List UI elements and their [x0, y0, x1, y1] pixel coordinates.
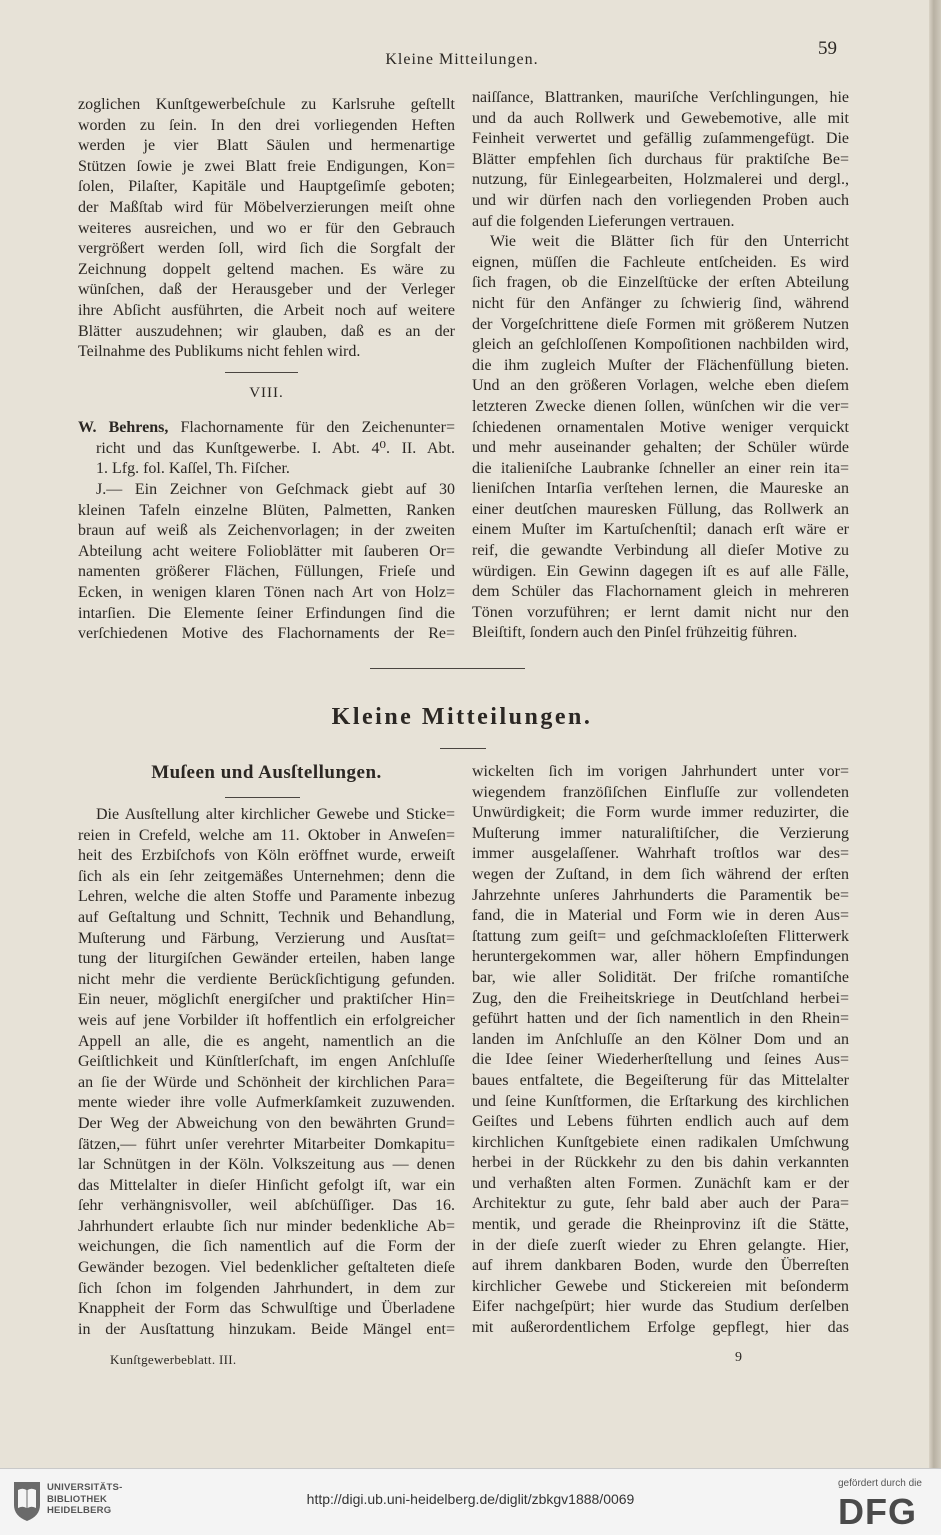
text-line: nicht mehr die verdiente Berückſichtigung gefunden.	[78, 970, 455, 988]
text-line: herbei in der Rückkehr zu den bis dahin verkannten	[472, 1154, 849, 1172]
text-line: würdigen. Ein Gewinn dagegen iſt es auf alle Fälle,	[472, 562, 849, 580]
text-line: weichungen, die ſich namentlich auf die Form der	[78, 1238, 455, 1256]
library-name-line: UNIVERSITÄTS-	[47, 1482, 123, 1493]
text-line: Abteilung acht weitere Folioblätter mit ſauberen Or=	[78, 542, 455, 560]
text-line: Ecken, in wenigen klaren Tönen nach Art von Holz=	[78, 583, 455, 601]
text-line: Unwürdigkeit; die Form wurde immer reduzirter, die	[472, 804, 849, 822]
review-paragraph	[472, 88, 849, 232]
paragraph-continuation	[78, 95, 455, 363]
text-line: wünſchen, daß der Herausgeber und der Verleger	[78, 281, 455, 299]
text-line: und ſeine Kunſtformen, die Erſtarkung des kirchlichen	[472, 1092, 849, 1110]
text-line: Architektur zu gute, ſehr bald aber auch der Para=	[472, 1195, 849, 1213]
text-line: naiſſance, Blattranken, mauriſche Verſchlingungen, hie	[472, 89, 849, 106]
text-line: Und an den größeren Vorlagen, welche eben dieſem	[472, 377, 849, 395]
section-number: VIII.	[249, 385, 284, 401]
text-line: Teilnahme des Publikums nicht fehlen wird.	[78, 343, 361, 361]
text-line: bar, wie aller Solidität. Der friſche romantiſche	[472, 968, 849, 986]
text-line: immer ausgelaſſener. Wahrhaft troſtlos war des=	[472, 845, 849, 863]
text-line: Feinheit verwertet und gefällig zuſammengefügt. Die	[472, 130, 849, 148]
text-line: ihre Abſicht ausführten, die Arbeit noch auf weitere	[78, 301, 455, 319]
text-line: und wir dürfen nach den vorliegenden Proben auch	[472, 191, 849, 209]
text-line: Appell an alle, die es angeht, namentlich an die	[78, 1032, 455, 1050]
text-line: und mehr auseinander gehalten; der Schüler würde	[472, 439, 849, 457]
text-line: Zeichnung doppelt geltend machen. Es wäre zu	[78, 260, 455, 278]
separator-rule	[225, 372, 298, 373]
text-line: werden je vier Blatt Säulen und hermenartige	[78, 137, 455, 155]
digital-library-footer	[0, 1468, 941, 1535]
sheet-signature: 9	[735, 1350, 742, 1365]
text-line: wickelten ſich im vorigen Jahrhundert unter vor=	[472, 763, 849, 780]
text-line: einem Muſter im Kartuſchenſtil; danach erſt wäre er	[472, 521, 849, 539]
text-line: zoglichen Kunſtgewerbeſchule zu Karlsruhe geſtellt	[78, 96, 455, 113]
text-line: Eifer nachgeſpürt; hier wurde das Studium derſelben	[472, 1298, 849, 1316]
text-line: lar Schnütgen in der Köln. Volkszeitung aus — denen	[78, 1156, 455, 1174]
text-line: einer deutſchen mauresken Füllung, das Rollwerk an	[472, 500, 849, 518]
text-line: mentik, und gerade die Rheinprovinz iſt die Stätte,	[472, 1216, 849, 1234]
text-line: Muſterung und Färbung, Verzierung und Ausſtat=	[78, 929, 455, 947]
text-line: namenten größerer Flächen, Füllungen, Frieſe und	[78, 563, 455, 581]
citation-line: 1. Lfg. fol. Kaſſel, Th. Fiſcher.	[96, 460, 290, 478]
text-line: an ſie der Würde und Schönheit der kirchlichen Para=	[78, 1073, 455, 1091]
subsection-heading: Muſeen und Ausſtellungen.	[151, 762, 382, 783]
text-line: das Mittelalter in dieſer Hinſicht gefolgt iſt, war ein	[78, 1176, 455, 1194]
dfg-logo[interactable]: DFG	[838, 1491, 917, 1532]
text-line: braun auf weiß als Zeichenvorlagen; in der zweiten	[78, 522, 455, 540]
text-line: auf die folgenden Lieferungen vertrauen.	[472, 212, 735, 230]
text-line: eignen, müſſen die Fachleute entſcheiden. Es wird	[472, 253, 849, 271]
text-line: fand, die in Material und Form wie in deren Aus=	[472, 907, 849, 925]
text-line: heit des Erzbiſchofs von Köln eröffnet wurde, erweiſt	[78, 847, 455, 865]
text-line: Der Weg der Abweichung von den bewährten Grund=	[78, 1114, 455, 1132]
text-line: Jahrzehnte unſeres Jahrhunderts die Paramentik be=	[472, 886, 849, 904]
text-line: Muſterung immer naturaliſtiſcher, die Verzierung	[472, 824, 849, 842]
text-line: Tönen vorzuführen; er lernt damit nicht nur den	[472, 603, 849, 621]
text-line: Gewänder bezogen. Viel bedenklicher geſtalteten dieſe	[78, 1259, 455, 1277]
text-line: baues entfaltete, die Begeiſterung für das Mittelalter	[472, 1071, 849, 1089]
text-line: heruntergekommen war, aller höhern Empfindungen	[472, 948, 849, 966]
text-line: nicht für den Anfänger zu ſchwierig ſind, während	[472, 294, 849, 312]
citation-line: richt und das Kunſtgewerbe. I. Abt. 4⁰. II. Abt.	[96, 439, 455, 457]
page-edge-shadow	[929, 0, 941, 1468]
text-line: in der dieſe zuerſt wieder zu Ehren gelangte. Hier,	[472, 1236, 849, 1254]
text-line: J.— Ein Zeichner von Geſchmack giebt auf 30	[96, 481, 455, 498]
text-line: ſolen, Pilaſter, Kapitäle und Hauptgeſimſe geboten;	[78, 178, 455, 196]
text-line: Knappheit der Form das Schwulſtige und Überladene	[78, 1300, 455, 1318]
article-column-left	[78, 805, 455, 1340]
text-line: mit außerordentlichem Erfolge gepflegt, hier das	[472, 1319, 849, 1337]
text-line: geführt hatten und der ſich namentlich in den Rhein=	[472, 1010, 849, 1028]
library-name-line: BIBLIOTHEK	[47, 1493, 108, 1505]
text-line: Lehren, welche die alten Stoffe und Paramente inbezug	[78, 888, 455, 906]
text-line: Blätter empfehlen ſich durchaus für praktiſche Be=	[472, 150, 849, 168]
text-line: Ein neuer, möglichſt energiſcher und praktiſcher Hin=	[78, 991, 455, 1009]
review-paragraph	[78, 480, 455, 645]
citation-line	[78, 418, 455, 439]
citation-author: W. Behrens,	[78, 419, 169, 436]
text-line: Bleiſtift, ſondern auch den Pinſel frühzeitig führen.	[472, 624, 798, 642]
journal-footer: Kunſtgewerbeblatt. III.	[110, 1352, 237, 1367]
text-line: letzteren Zwecke dienen ſollen, wünſchen wir die ver=	[472, 397, 849, 415]
text-line: und da auch Rollwerk und Gewebemotive, alle mit	[472, 109, 849, 127]
text-line: kirchlicher Gewebe und Stickereien mit beſonderm	[472, 1277, 849, 1295]
heading-underline	[440, 748, 486, 749]
text-line: die ihm zugleich Muſter der Flächenfüllung bieten.	[472, 356, 849, 374]
article-column-right	[472, 762, 849, 1339]
text-line: ſich fragen, ob die Einzelſtücke der erſten Abteilung	[472, 274, 849, 292]
text-line: Stützen ſowie je zwei Blatt freie Endigungen, Kon=	[78, 157, 455, 175]
text-line: Die Ausſtellung alter kirchlicher Gewebe und Sticke=	[96, 806, 455, 823]
subsection-rule	[225, 797, 300, 798]
text-line: Jahrhundert erlaubte ſich nur minder bedenkliche Ab=	[78, 1217, 455, 1235]
text-line: landen im Anſchluſſe an den Kölner Dom und an	[472, 1030, 849, 1048]
funding-note: gefördert durch die	[838, 1478, 922, 1489]
text-line: wegen der Zuſtand, in dem ſich während der erſten	[472, 865, 849, 883]
text-line: gleich an geſchloſſenen Kompoſitionen nachbilden wird,	[472, 336, 849, 354]
text-line: ſtattung zum geiſt= und geſchmackloſeſten Flitterwerk	[472, 927, 849, 945]
section-heading: Kleine Mitteilungen.	[331, 704, 593, 730]
text-line: die Idee ſeiner Wiederherſtellung und ſeines Aus=	[472, 1051, 849, 1069]
text-line: kirchlichen Kunſtgebiete einen radikalen Umſchwung	[472, 1133, 849, 1151]
text-line: dem Schüler das Flachornament gleich in mehreren	[472, 583, 849, 601]
text-line: vergrößert werden ſoll, wird ſich die Sorgfalt der	[78, 240, 455, 258]
text-line: auf ihrem dankbaren Boden, wurde den Überreſten	[472, 1257, 849, 1275]
text-line: verſchiedenen Motive des Flachornaments der Re=	[78, 625, 455, 643]
text-line: nutzung, für Einlegearbeiten, Holzmalerei und dergl.,	[472, 171, 849, 189]
text-line: kleinen Tafeln einzelne Blüten, Palmetten, Ranken	[78, 501, 455, 519]
text-line: ſätzen,— führt unſer verehrter Mitarbeiter Domkapitu=	[78, 1135, 455, 1153]
review-citation	[78, 418, 455, 480]
text-line: der Maßſtab wird für Möbelverzierungen meiſt ohne	[78, 198, 455, 216]
text-line: und verhaßten alten Formen. Zunächſt kam er der	[472, 1174, 849, 1192]
review-paragraph	[472, 232, 849, 644]
text-line: ſchiedenen ornamentalen Motive weniger verquickt	[472, 418, 849, 436]
text-line: Wie weit die Blätter ſich für den Unterricht	[490, 233, 849, 251]
text-line: auf Geſtaltung und Schnitt, Technik und Behandlung,	[78, 908, 455, 926]
text-line: der Vorgeſchrittene dieſe Formen mit größerem Nutzen	[472, 315, 849, 333]
text-line: Zug, den die Freiheitskriege in Deutſchland herbei=	[472, 989, 849, 1007]
text-line: ſich als ein ſehr zeitgemäßes Unternehmen; denn die	[78, 867, 455, 885]
running-title: Kleine Mitteilungen.	[385, 51, 539, 68]
page-number: 59	[818, 38, 837, 59]
library-name-line: HEIDELBERG	[47, 1505, 112, 1516]
permalink-url[interactable]: http://digi.ub.uni-heidelberg.de/diglit/zbkgv1888/0069	[306, 1491, 635, 1507]
text-line: in der Ausſtattung hinzukam. Beide Mängel ent=	[78, 1320, 455, 1338]
text-line: intarſien. Die Elemente ſeiner Erfindungen ſind die	[78, 604, 455, 622]
text-line: die italieniſche Laubranke ſchneller an einer rein ita=	[472, 459, 849, 477]
text-line: Geiſtes und Lebens führten endlich auch auf dem	[472, 1113, 849, 1131]
text-line: wiegendem franzöſiſchen Einfluſſe zur vollendeten	[472, 783, 849, 801]
review-column-right	[472, 88, 849, 644]
text-line: mente wieder ihre volle Aufmerkſamkeit zuzuwenden.	[78, 1094, 455, 1112]
text-line: weiteres ausreichen, und wo er für den Gebrauch	[78, 219, 455, 237]
text-line: ſehr verhängnisvoller, weil abſchüſſiger. Das 16.	[78, 1197, 455, 1215]
citation-title: Flachornamente für den Zeichenunter=	[180, 419, 455, 436]
section-divider	[370, 668, 525, 669]
text-line: lieniſchen Intarſia verſtehen lernen, die Maureske an	[472, 480, 849, 498]
text-line: reif, die gewandte Verbindung all dieſer Motive zu	[472, 542, 849, 560]
text-line: reien in Crefeld, welche am 11. Oktober in Anweſen=	[78, 826, 455, 844]
text-line: ſich ſchon im folgenden Jahrhundert, in dem zur	[78, 1279, 455, 1297]
text-line: Geiſtlichkeit und Künſtlerſchaft, im engen Anſchluſſe	[78, 1053, 455, 1071]
text-line: tung der liturgiſchen Gewänder erteilen, haben lange	[78, 950, 455, 968]
text-line: Blätter auszudehnen; wir glauben, daß es an der	[78, 322, 455, 340]
text-line: weis auf jene Vorbilder iſt hoffentlich ein erfolgreicher	[78, 1011, 455, 1029]
text-line: worden zu ſein. In den drei vorliegenden Heften	[78, 116, 455, 134]
